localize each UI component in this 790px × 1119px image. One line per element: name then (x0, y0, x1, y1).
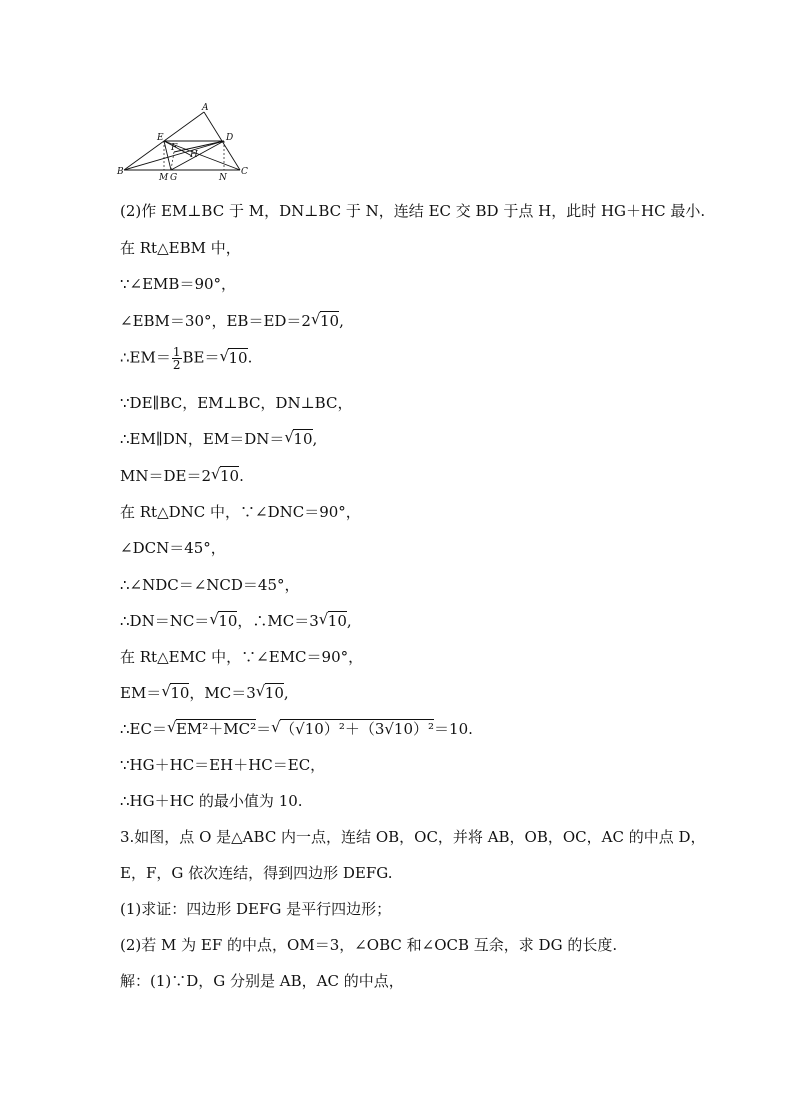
label-G: G (170, 173, 178, 183)
dashed-FG (171, 152, 174, 170)
text-line-9: 在 Rt△DNC 中，∵∠DNC＝90°， (120, 503, 361, 521)
label-B: B (117, 167, 124, 177)
label-C: C (241, 167, 248, 177)
label-A: A (202, 103, 209, 113)
text-line-22: 解：(1)∵D，G 分别是 AB，AC 的中点， (120, 972, 404, 990)
geometry-figure (112, 100, 262, 190)
text-line-16: ∵HG＋HC＝EH＋HC＝EC， (120, 756, 326, 774)
label-M: M (159, 173, 169, 183)
text-line-21: (2)若 M 为 EF 的中点，OM＝3，∠OBC 和∠OCB 互余，求 DG 的长度. (120, 936, 618, 954)
text-line-5: ∴EM＝ $\frac{1}{2}$ BE＝√ 10. (120, 346, 252, 371)
text-line-12: ∴DN＝NC＝√ 10，∴MC＝3√ 10, (120, 610, 352, 632)
text-line-20: (1)求证：四边形 DEFG 是平行四边形； (120, 900, 392, 918)
label-D: D (226, 133, 234, 143)
label-N: N (219, 173, 227, 183)
label-H: H (190, 150, 198, 160)
text-line-1: (2)作 EM⊥BC 于 M，DN⊥BC 于 N，连结 EC 交 BD 于点 H，此时 HG＋HC 最小. (120, 202, 706, 220)
text-line-7: ∴EM∥DN，EM＝DN＝√ 10, (120, 428, 317, 450)
text-line-15: ∴EC＝√ EM²＋MC²＝√ （√10）²＋（3√10）²＝10. (120, 718, 473, 740)
text-line-10: ∠DCN＝45°， (120, 539, 226, 557)
segment-EH (164, 141, 192, 156)
label-E: E (157, 133, 164, 143)
segment-EG (164, 141, 171, 170)
text-line-14: EM＝√ 10，MC＝3√ 10, (120, 682, 289, 704)
text-line-8: MN＝DE＝2√ 10. (120, 465, 244, 487)
text-line-4: ∠EBM＝30°，EB＝ED＝2√ 10, (120, 310, 344, 332)
text-line-17: ∴HG＋HC 的最小值为 10. (120, 792, 303, 810)
text-line-2: 在 Rt△EBM 中， (120, 239, 241, 257)
label-F: F (171, 143, 178, 153)
text-line-11: ∴∠NDC＝∠NCD＝45°， (120, 576, 300, 594)
text-line-19: E，F，G 依次连结，得到四边形 DEFG. (120, 864, 393, 882)
text-line-18: 3.如图，点 O 是△ABC 内一点，连结 OB，OC，并将 AB，OB，OC，AC 的中点 D， (120, 828, 706, 846)
text-line-3: ∵∠EMB＝90°， (120, 275, 237, 293)
text-line-13: 在 Rt△EMC 中，∵∠EMC＝90°， (120, 648, 364, 666)
text-line-6: ∵DE∥BC，EM⊥BC，DN⊥BC， (120, 394, 353, 412)
